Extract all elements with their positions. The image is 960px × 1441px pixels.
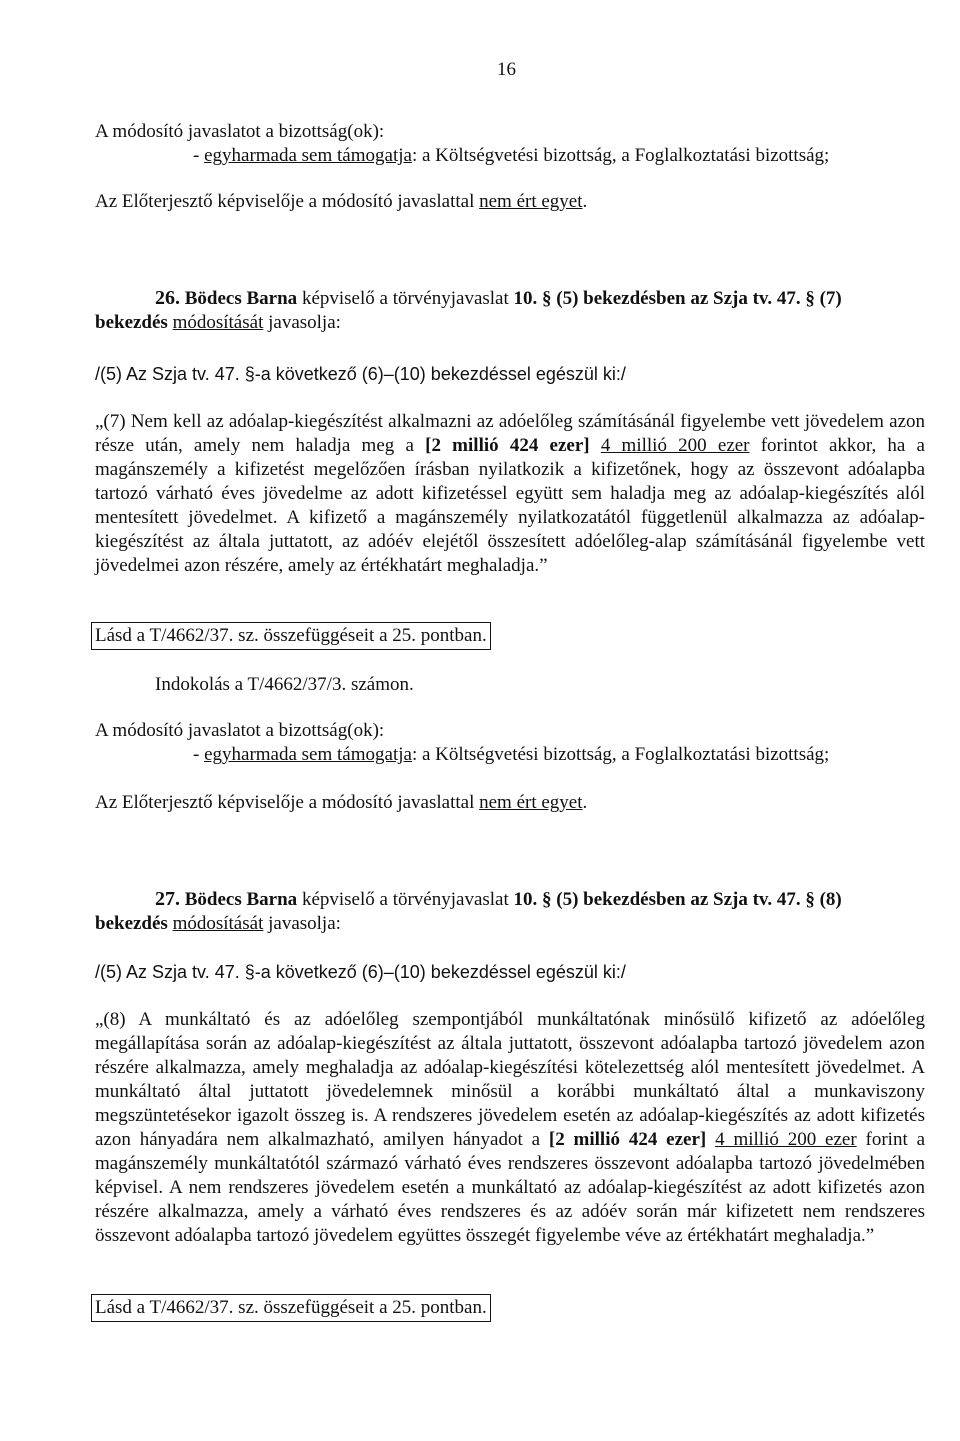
recommenders-heading-26: A módosító javaslatot a bizottság(ok): (95, 720, 385, 741)
see-also-box-27: Lásd a T/4662/37. sz. összefüggéseit a 25. pontban. (91, 1294, 491, 1322)
recommenders-heading: A módosító javaslatot a bizottság(ok): (95, 121, 385, 142)
presenter-opinion-26 (95, 791, 587, 815)
body-start: „(8) A munkáltató és az adóelőleg szempontjából munkáltatónak minősülő kifizető az adóelőleg megállapítása során az adóalap-kiegészítést az általa juttatott, összevont adóalapba tartozó jövedelem azon részére alkalmazza, amely meghaladja az adóalap-kiegészítési kötelezettség alól mentesített jövedelmet. A munkáltató által juttatott jövedelemnek minősül a korábbi munkáltató által a munkaviszony megszüntetésekor igazolt összeg is. A rendszeres jövedelem esetén az adóalap-kiegészítés az adott kifizetés azon hányadára nem alkalmazható, amilyen hányadot a (95, 1009, 925, 1150)
dash: - (193, 744, 205, 765)
item-27-heading-line2 (95, 912, 341, 936)
dash: - (193, 145, 205, 166)
presenter-prefix: Az Előterjesztő képviselője a módosító javaslattal (95, 792, 480, 813)
deleted-amount: [2 millió 424 ezer] (548, 1129, 707, 1150)
heading-underlined: módosítását (172, 312, 264, 333)
amendment-text-26 (95, 410, 925, 578)
body-space (590, 435, 601, 456)
heading-rest: javasolja: (263, 312, 341, 333)
see-also-box: Lásd a T/4662/37. sz. összefüggéseit a 25. pontban. (91, 622, 491, 650)
justification: Indokolás a T/4662/37/3. számon. (155, 674, 414, 695)
inserted-amount: 4 millió 200 ezer (600, 435, 750, 456)
heading-rest: javasolja: (263, 913, 341, 934)
author-name: Bödecs Barna (184, 889, 298, 910)
presenter-suffix: . (582, 792, 588, 813)
inserted-amount: 4 millió 200 ezer (715, 1129, 857, 1150)
item-26-heading (155, 286, 842, 311)
quote-intro: /(5) Az Szja tv. 47. §-a következő (6)–(10) bekezdéssel egészül ki:/ (95, 364, 626, 384)
item-number: 27. (155, 888, 180, 910)
committee-recommendation-26 (193, 743, 829, 767)
presenter-status: nem ért egyet (479, 792, 583, 813)
vote-result: egyharmada sem támogatja (204, 744, 412, 765)
amendment-text-27 (95, 1008, 925, 1248)
heading-underlined: módosítását (172, 913, 264, 934)
body-space (706, 1129, 715, 1150)
body-start: „(7) Nem kell az adóalap-kiegészítést alkalmazni az adóelőleg számításánál figyelembe vett jövedelem azon része után, amely nem haladja meg a (95, 411, 925, 456)
author-role: képviselő a törvényjavaslat (297, 889, 514, 910)
item-26-heading-line2 (95, 311, 341, 335)
author-name: Bödecs Barna (184, 288, 298, 309)
presenter-prefix: Az Előterjesztő képviselője a módosító javaslattal (95, 191, 480, 212)
heading-bold: bekezdés (95, 913, 168, 934)
deleted-amount: [2 millió 424 ezer] (425, 435, 590, 456)
presenter-status: nem ért egyet (479, 191, 583, 212)
author-role: képviselő a törvényjavaslat (297, 288, 514, 309)
bill-reference: 10. § (5) bekezdésben az Szja tv. 47. § (8) (513, 889, 842, 910)
committee-list: : a Költségvetési bizottság, a Foglalkoztatási bizottság; (411, 145, 830, 166)
presenter-suffix: . (582, 191, 588, 212)
item-27-heading (155, 887, 842, 912)
presenter-opinion (95, 190, 587, 214)
body-end: forint a magánszemély munkáltatótól származó várható éves rendszeres összevont adóalapba tartozó jövedelmében képvisel. A nem rendszeres jövedelem esetén a munkáltató az adóalap-kiegészítést az adott kifizetés azon részére alkalmazza, amely a várható éves rendszeres és az adóév során már kifizetett nem rendszeres összevont adóalapba tartozó jövedelem együttes összegét figyelembe véve az értékhatárt meghaladja.” (95, 1129, 926, 1246)
bill-reference: 10. § (5) bekezdésben az Szja tv. 47. § (7) (513, 288, 842, 309)
committee-recommendation (193, 144, 829, 168)
item-number: 26. (155, 287, 180, 309)
vote-result: egyharmada sem támogatja (204, 145, 412, 166)
body-end: forintot akkor, ha a magánszemély a kifizetést megelőzően írásban nyilatkozik a kifizetőnek, hogy az összevont adóalapba tartozó várható éves jövedelme az adott kifizetéssel együtt sem haladja meg az adóalap-kiegészítés alól mentesített jövedelmet. A kifizető a magánszemély nyilatkozatától függetlenül alkalmazza az adóalap-kiegészítést az általa juttatott, az adóév elejétől összesített adóelőleg-alap számításánál figyelembe vett jövedelmei azon részére, amely az értékhatárt meghaladja.” (95, 435, 925, 576)
committee-list: : a Költségvetési bizottság, a Foglalkoztatási bizottság; (411, 744, 830, 765)
page-number: 16 (497, 59, 516, 80)
heading-bold: bekezdés (95, 312, 168, 333)
quote-intro-27: /(5) Az Szja tv. 47. §-a következő (6)–(10) bekezdéssel egészül ki:/ (95, 962, 626, 982)
